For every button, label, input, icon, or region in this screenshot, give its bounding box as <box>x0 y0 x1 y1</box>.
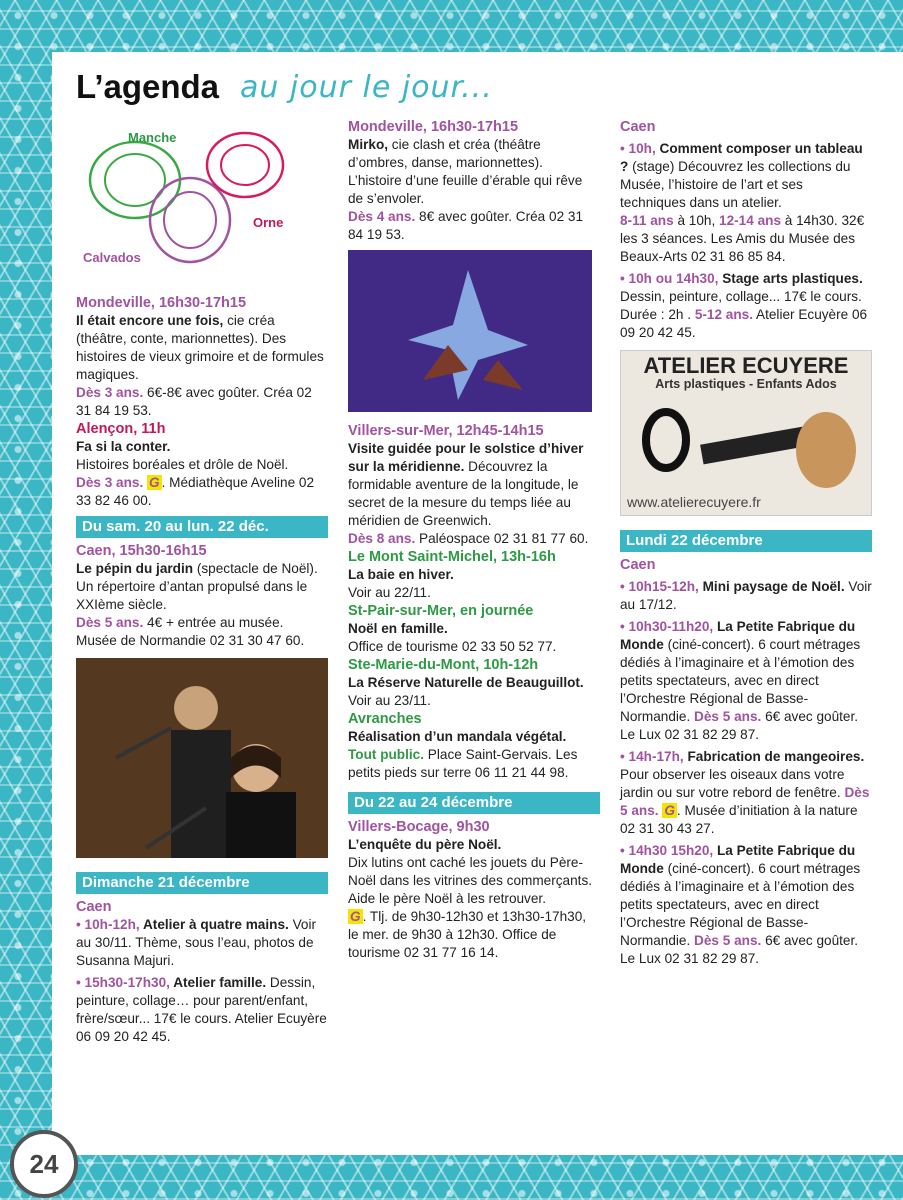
map-label-manche: Manche <box>128 130 177 145</box>
event-info: . Tlj. de 9h30-12h30 et 13h30-17h30, le mer. de 9h30 à 12h30. Office de tourisme 02 31 77 16 14. <box>348 909 587 960</box>
event-title: Mini paysage de Noël. <box>698 579 845 594</box>
event-info: 4€ + entrée au musée. Musée de Normandie 02 31 30 47 60. <box>76 615 305 648</box>
atelier-ad <box>620 350 872 516</box>
event-title: La Petite Fabrique du Monde <box>620 619 856 652</box>
event-text: (stage) Découvrez les collections du Musée, l’histoire de l’art et ses techniques dans un atelier. <box>620 159 851 210</box>
event-title: Mirko, <box>348 137 389 152</box>
event-time: • 10h15-12h, <box>620 579 699 594</box>
event-text: Office de tourisme 02 33 50 52 77. <box>348 639 557 654</box>
event-text: Voir au 23/11. <box>348 693 431 708</box>
event-text: (spectacle de Noël). Un répertoire d’antan propulsé dans le XXIème siècle. <box>76 561 318 612</box>
event-info: à 14h30. 32€ les 3 séances. Les Amis du Musée des Beaux-Arts 02 31 86 85 84. <box>620 213 865 264</box>
event-time: • 14h30 15h20, <box>620 843 714 858</box>
column-2 <box>348 118 600 962</box>
free-badge: G <box>664 803 675 818</box>
event-place: Caen <box>620 119 656 135</box>
column-1 <box>76 294 328 1046</box>
event-text: (ciné-concert). 6 court métrages dédiés à l’imaginaire et à l’émotion des petits spectateurs, avec en direct l’Orchestre Régional de Basse-Normandie. <box>620 637 861 724</box>
page-subtitle: au jour le jour... <box>240 70 493 105</box>
event-title: Visite guidée pour le solstice d’hiver sur la méridienne. <box>348 441 584 474</box>
event-time: • 10h30-11h20, <box>620 619 714 634</box>
event-place: Villers-Bocage, 9h30 <box>348 819 490 835</box>
event-title: Noël en famille. <box>348 621 448 636</box>
page-number-badge: 24 <box>10 1130 78 1198</box>
event-info: . Musée d’initiation à la nature 02 31 30 43 27. <box>620 803 858 836</box>
map-label-calvados: Calvados <box>83 250 141 265</box>
age-label: 5-12 ans. <box>694 307 753 322</box>
ad-url: www.atelierecuyere.fr <box>627 494 761 510</box>
event-info: à 10h, <box>673 213 720 228</box>
event-time: • 15h30-17h30, <box>76 975 170 990</box>
age-label: Dès 5 ans. <box>694 933 762 948</box>
column-3 <box>620 118 872 968</box>
event-info: . Médiathèque Aveline 02 33 82 46 00. <box>76 475 315 508</box>
event-title: La Petite Fabrique du Monde <box>620 843 856 876</box>
age-label: Dès 8 ans. <box>348 531 416 546</box>
event-title: Fa si la conter. <box>76 439 171 454</box>
ad-illustration <box>621 395 872 495</box>
date-band: Du 22 au 24 décembre <box>348 792 600 814</box>
event-title: La Réserve Naturelle de Beauguillot. <box>348 675 584 690</box>
event-time: • 14h-17h, <box>620 749 684 764</box>
date-band: Lundi 22 décembre <box>620 530 872 552</box>
event-text: Pour observer les oiseaux dans votre jardin ou sur votre rebord de fenêtre. <box>620 767 845 800</box>
map-label-orne: Orne <box>253 215 284 230</box>
event-title: L’enquête du père Noël. <box>348 837 502 852</box>
event-info: Paléospace 02 31 81 77 60. <box>415 531 589 546</box>
free-badge: G <box>149 475 160 490</box>
age-label: Dès 5 ans. <box>694 709 762 724</box>
event-text: Voir au 17/12. <box>620 579 872 612</box>
age-label: Tout public. <box>348 747 425 762</box>
event-text: Dix lutins ont caché les jouets du Père-Noël dans les vitrines des commerçants. Aide le père Noël à les retrouver. <box>348 855 593 906</box>
event-place: St-Pair-sur-Mer, en journée <box>348 603 534 619</box>
event-place: Villers-sur-Mer, 12h45-14h15 <box>348 423 544 439</box>
event-title: Le pépin du jardin <box>76 561 194 576</box>
ad-title: ATELIER ECUYERE <box>643 353 849 378</box>
event-text: Découvrez la formidable aventure de la longitude, le secret de la mesure du temps liée au méridien de Greenwich. <box>348 459 579 528</box>
event-time: • 10h ou 14h30, <box>620 271 719 286</box>
concert-photo <box>76 658 328 858</box>
theatre-photo <box>348 250 592 412</box>
event-info: 8€ avec goûter. Créa 02 31 84 19 53. <box>348 209 584 242</box>
event-title: Comment composer un tableau ? <box>620 141 863 174</box>
event-text: Voir au 30/11. Thème, sous l’eau, photos de Susanna Majuri. <box>76 917 316 968</box>
event-text: Dessin, peinture, collage... 17€ le cours. Durée : 2h . <box>620 289 862 322</box>
age-label: Dès 3 ans. <box>76 385 144 400</box>
ad-subtitle: Arts plastiques - Enfants Ados <box>655 377 837 391</box>
event-place: Caen <box>76 899 112 915</box>
event-time: • 10h, <box>620 141 656 156</box>
event-text: Voir au 22/11. <box>348 585 431 600</box>
event-place: Le Mont Saint-Michel, 13h-16h <box>348 549 556 565</box>
event-text: cie créa (théâtre, conte, marionnettes). Des histoires de vieux grimoire et de formules magiques. <box>76 313 324 382</box>
age-label: Dès 5 ans. <box>76 615 144 630</box>
event-place: Mondeville, 16h30-17h15 <box>348 119 519 135</box>
event-title: Atelier famille. <box>169 975 267 990</box>
event-info: 6€ avec goûter. Le Lux 02 31 82 29 87. <box>620 709 859 742</box>
event-place: Caen <box>620 557 656 573</box>
age-label: Dès 3 ans. <box>76 475 144 490</box>
event-place: Avranches <box>348 711 422 727</box>
event-title: Il était encore une fois, <box>76 313 224 328</box>
free-badge: G <box>350 909 361 924</box>
event-info: Place Saint-Gervais. Les petits pieds sur terre 06 11 21 44 98. <box>348 747 578 780</box>
age-label: Dès 4 ans. <box>348 209 416 224</box>
event-place: Alençon, 11h <box>76 421 166 437</box>
date-band: Du sam. 20 au lun. 22 déc. <box>76 516 328 538</box>
event-title: Fabrication de mangeoires. <box>683 749 865 764</box>
event-info: 6€ avec goûter. Le Lux 02 31 82 29 87. <box>620 933 859 966</box>
age-label: 8-11 ans <box>620 213 674 228</box>
event-place: Mondeville, 16h30-17h15 <box>76 295 247 311</box>
event-title: Réalisation d’un mandala végétal. <box>348 729 567 744</box>
date-band: Dimanche 21 décembre <box>76 872 328 894</box>
event-title: La baie en hiver. <box>348 567 454 582</box>
event-info: Atelier Ecuyère 06 09 20 42 45. <box>620 307 868 340</box>
event-place: Ste-Marie-du-Mont, 10h-12h <box>348 657 539 673</box>
event-title: Stage arts plastiques. <box>718 271 863 286</box>
age-label: Dès 5 ans. <box>620 785 870 818</box>
event-text: Dessin, peinture, collage… pour parent/enfant, frère/sœur... 17€ le cours. Atelier Ecuyère 06 09 20 42 45. <box>76 975 327 1044</box>
age-label: 12-14 ans <box>719 213 781 228</box>
event-title: Atelier à quatre mains. <box>139 917 289 932</box>
event-place: Caen, 15h30-16h15 <box>76 543 207 559</box>
event-time: • 10h-12h, <box>76 917 140 932</box>
event-info: 6€-8€ avec goûter. Créa 02 31 84 19 53. <box>76 385 312 418</box>
page-title: L’agenda <box>76 68 220 105</box>
event-text: (ciné-concert). 6 court métrages dédiés à l’imaginaire et à l’émotion des petits spectateurs, avec en direct l’Orchestre Régional de Basse-Normandie. <box>620 861 861 948</box>
event-text: cie clash et créa (théâtre d’ombres, danse, marionnettes). L’histoire d’une feuille d’érable qui rêve de s’envoler. <box>348 137 583 206</box>
event-text: Histoires boréales et drôle de Noël. <box>76 457 289 472</box>
